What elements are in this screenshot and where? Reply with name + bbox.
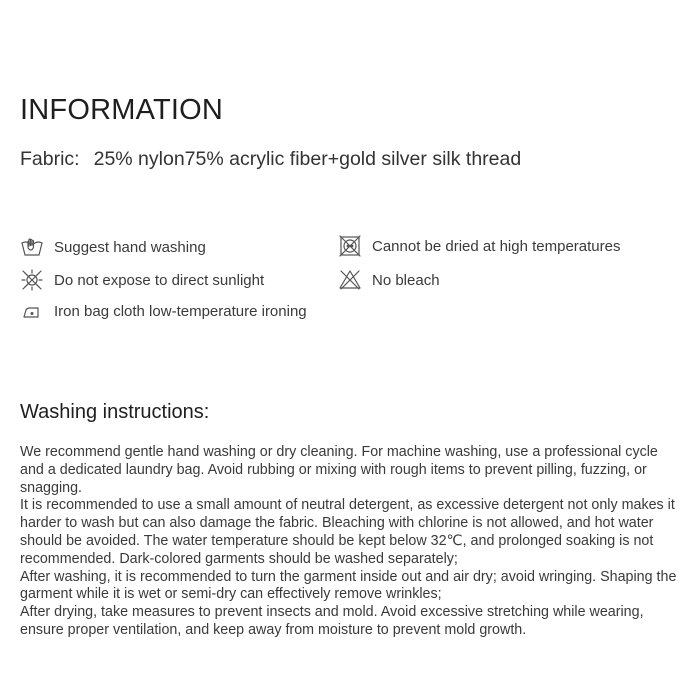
fabric-label: Fabric: [20,148,80,170]
care-label-no-sunlight: Do not expose to direct sunlight [54,271,265,289]
care-label-hand-wash: Suggest hand washing [54,238,206,256]
care-item-no-sunlight [20,268,264,292]
care-label-no-bleach: No bleach [372,271,440,289]
fabric-value: 25% nylon75% acrylic fiber+gold silver silk thread [93,148,522,170]
no-bleach-icon [338,268,362,292]
washing-paragraph: After washing, it is recommended to turn the garment inside out and air dry; avoid wringing. Shaping the garment while it is wet or semi-dry can effectively remove wrinkles; [20,568,677,603]
iron-low-icon [20,299,44,323]
washing-instructions [20,444,680,640]
care-item-iron-low [20,299,307,323]
washing-paragraph: After drying, take measures to prevent insects and mold. Avoid excessive stretching while wearing, ensure proper ventilation, and keep away from moisture to prevent mold growth. [20,604,644,638]
care-item-no-bleach [338,268,440,292]
no-sunlight-icon [20,268,44,292]
fabric-info [20,148,521,171]
hand-wash-icon [20,235,44,259]
no-tumble-dry-icon [338,234,362,258]
care-label-no-tumble-dry: Cannot be dried at high temperatures [372,237,621,255]
washing-paragraph: We recommend gentle hand washing or dry cleaning. For machine washing, use a professional cycle and a dedicated laundry bag. Avoid rubbing or mixing with rough items to prevent pilling, fuzzing, or snagging. [20,444,658,496]
washing-heading: Washing instructions: [20,401,210,423]
care-item-hand-wash [20,235,206,259]
care-item-no-tumble-dry [338,234,621,258]
care-label-iron-low: Iron bag cloth low-temperature ironing [54,302,307,320]
page-title: INFORMATION [20,94,224,126]
washing-paragraph: It is recommended to use a small amount of neutral detergent, as excessive detergent not only makes it harder to wash but can also damage the fabric. Bleaching with chlorine is not allowed, and hot water should be avoided. The water temperature should be kept below 32℃, and prolonged soaking is not recommended. Dark-colored garments should be washed separately; [20,497,675,567]
